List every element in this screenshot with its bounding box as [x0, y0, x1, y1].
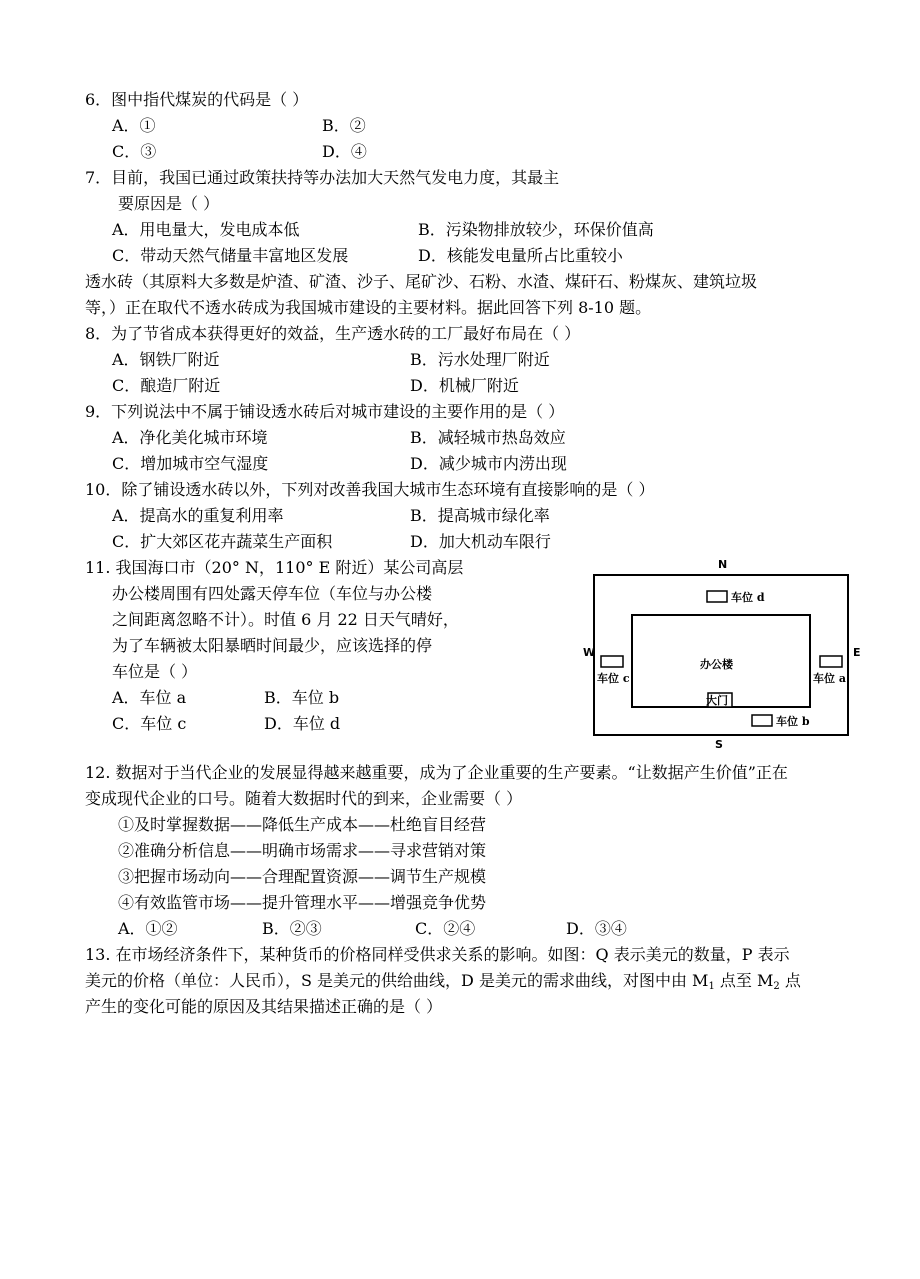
- q8-option-b: B．污水处理厂附近: [410, 350, 550, 369]
- q10-option-c: C．扩大郊区花卉蔬菜生产面积: [112, 532, 333, 551]
- spot-b-box: [752, 715, 772, 726]
- q12-statement-2: ②准确分析信息——明确市场需求——寻求营销对策: [118, 841, 487, 860]
- q6-option-b: B．②: [322, 116, 366, 135]
- intro-line1: 透水砖（其原料大多数是炉渣、矿渣、沙子、尾矿沙、石粉、水渣、煤矸石、粉煤灰、建筑垃圾: [85, 272, 758, 291]
- q7-option-a: A．用电量大，发电成本低: [112, 220, 300, 239]
- q10-option-a: A．提高水的重复利用率: [112, 506, 284, 525]
- q12-stem-line2: 变成现代企业的口号。随着大数据时代的到来，企业需要（ ）: [85, 789, 523, 808]
- q10-option-d: D．加大机动车限行: [410, 532, 551, 551]
- q12-option-a: A．①②: [118, 919, 178, 938]
- q13-line2-text: 美元的价格（单位：人民币），S 是美元的供给曲线，D 是美元的需求曲线，对图中由 M: [85, 971, 709, 990]
- q11-stem-line1: 11. 我国海口市（20° N，110° E 附近）某公司高层: [85, 558, 464, 577]
- spot-a-box: [820, 656, 842, 667]
- q13-line2-end: 点: [779, 971, 801, 990]
- m2-subscript: 2: [773, 981, 780, 992]
- q12-option-b: B．②③: [262, 919, 322, 938]
- q8-stem: 8．为了节省成本获得更好的效益，生产透水砖的工厂最好布局在（ ）: [85, 324, 581, 343]
- spot-a-label: 车位 a: [813, 672, 846, 685]
- q12-option-d: D．③④: [566, 919, 627, 938]
- q12-statement-1: ①及时掌握数据——降低生产成本——杜绝盲目经营: [118, 815, 487, 834]
- intro-line2: 等，）正在取代不透水砖成为我国城市建设的主要材料。据此回答下列 8-10 题。: [85, 298, 652, 317]
- west-label: W: [583, 646, 596, 659]
- south-label: S: [715, 738, 723, 751]
- spot-c-label: 车位 c: [597, 672, 630, 685]
- q11-stem-line4: 为了车辆被太阳暴晒时间最少，应该选择的停: [112, 636, 433, 655]
- spot-c-box: [601, 656, 623, 667]
- q8-option-c: C．酿造厂附近: [112, 376, 221, 395]
- east-label: E: [853, 646, 861, 659]
- spot-d-box: [707, 591, 727, 602]
- q12-option-c: C．②④: [415, 919, 476, 938]
- q9-option-d: D．减少城市内涝出现: [410, 454, 567, 473]
- q11-option-d: D．车位 d: [264, 714, 341, 733]
- m1-subscript: 1: [708, 981, 715, 992]
- q11-option-a: A．车位 a: [112, 688, 187, 707]
- q13-line2-mid: 点至 M: [714, 971, 774, 990]
- q11-stem-line5: 车位是（ ）: [112, 662, 198, 681]
- q6-option-d: D．④: [322, 142, 367, 161]
- q12-statement-4: ④有效监管市场——提升管理水平——增强竞争优势: [118, 893, 487, 912]
- q11-stem-line3: 之间距离忽略不计）。时值 6 月 22 日天气晴好，: [112, 610, 459, 629]
- q8-option-d: D．机械厂附近: [410, 376, 519, 395]
- q13-stem-line3: 产生的变化可能的原因及其结果描述正确的是（ ）: [85, 997, 443, 1016]
- q7-option-b: B．污染物排放较少，环保价值高: [418, 220, 654, 239]
- q7-option-d: D．核能发电量所占比重较小: [418, 246, 623, 265]
- q7-stem-line2: 要原因是（ ）: [118, 194, 220, 213]
- q12-stem-line1: 12. 数据对于当代企业的发展显得越来越重要，成为了企业重要的生产要素。“让数据产生价值”正在: [85, 763, 788, 782]
- q6-stem: 6．图中指代煤炭的代码是（ ）: [85, 90, 309, 109]
- parking-diagram: [580, 558, 880, 758]
- q8-option-a: A．钢铁厂附近: [112, 350, 220, 369]
- q9-option-c: C．增加城市空气湿度: [112, 454, 269, 473]
- q10-option-b: B．提高城市绿化率: [410, 506, 550, 525]
- q9-stem: 9．下列说法中不属于铺设透水砖后对城市建设的主要作用的是（ ）: [85, 402, 565, 421]
- q9-option-b: B．减轻城市热岛效应: [410, 428, 566, 447]
- building-label: 办公楼: [700, 658, 733, 671]
- spot-d-label: 车位 d: [731, 591, 765, 604]
- q7-option-c: C．带动天然气储量丰富地区发展: [112, 246, 349, 265]
- north-label: N: [718, 558, 728, 571]
- q12-statement-3: ③把握市场动向——合理配置资源——调节生产规模: [118, 867, 487, 886]
- q11-option-c: C．车位 c: [112, 714, 187, 733]
- q7-stem-line1: 7．目前，我国已通过政策扶持等办法加大天然气发电力度，其最主: [85, 168, 560, 187]
- q6-option-a: A．①: [112, 116, 156, 135]
- q13-stem-line2: [85, 970, 801, 998]
- q11-option-b: B．车位 b: [264, 688, 340, 707]
- gate-label: 大门: [706, 694, 728, 707]
- q13-stem-line1: 13. 在市场经济条件下，某种货币的价格同样受供求关系的影响。如图：Q 表示美元的数量，P 表示: [85, 945, 790, 964]
- q9-option-a: A．净化美化城市环境: [112, 428, 268, 447]
- q10-stem: 10．除了铺设透水砖以外，下列对改善我国大城市生态环境有直接影响的是（ ）: [85, 480, 655, 499]
- spot-b-label: 车位 b: [776, 715, 810, 728]
- q6-option-c: C．③: [112, 142, 157, 161]
- q11-stem-line2: 办公楼周围有四处露天停车位（车位与办公楼: [112, 584, 433, 603]
